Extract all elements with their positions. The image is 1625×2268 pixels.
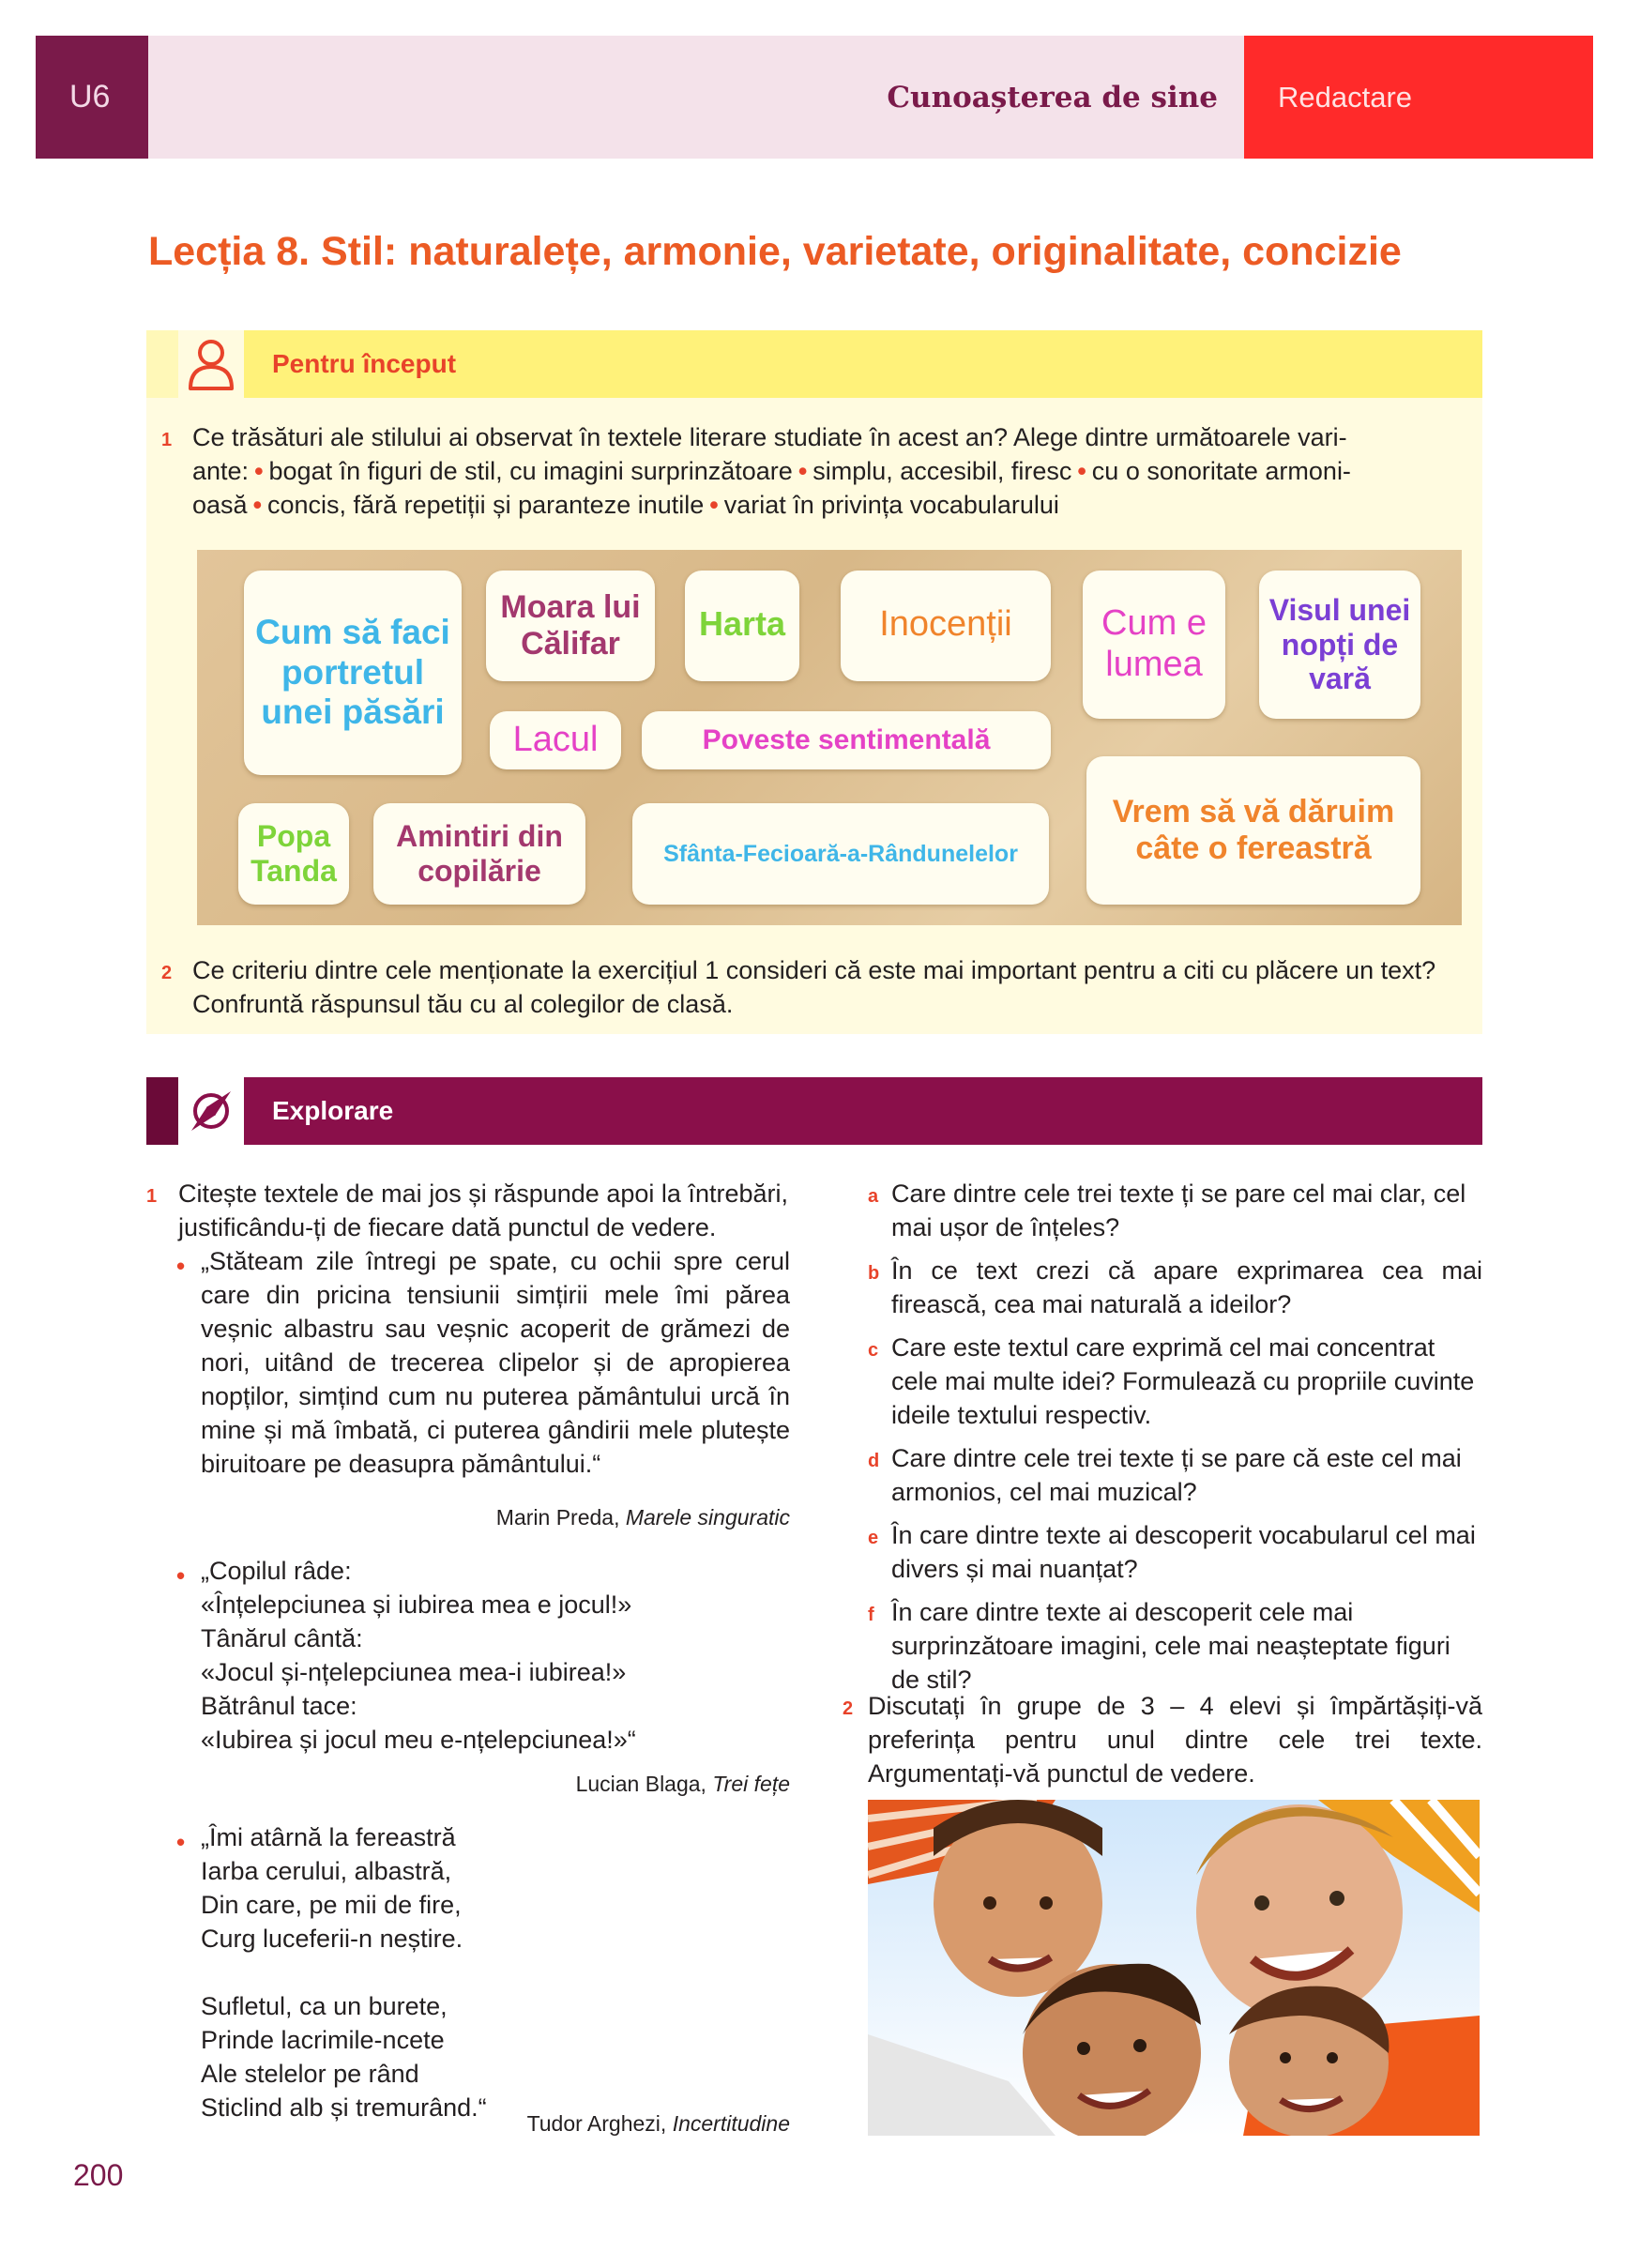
title-card [244,571,462,775]
bullet-dot: • [797,457,808,485]
title-card [1083,571,1225,719]
bullet-dot: • [254,457,264,485]
title-text: Sfânta-Fecioară-a-Rândunelelor [663,840,1018,867]
intro-label: Pentru început [272,349,457,378]
title-text: Cum să faci portretul unei păsări [255,613,450,732]
poem-line: Curg luceferii-n neștire. [201,1925,463,1953]
bullet-dot: • [176,1561,186,1590]
intro-header-stub [146,330,178,398]
poem-line: Din care, pe mii de fire, [201,1891,462,1919]
explore-exercise-1: Citește textele de mai jos și răspunde apoi la întrebări, justificându-ți de fiecare dată punctul de vedere. [178,1180,788,1241]
text-line: Ce trăsături ale stilului ai observat în textele literare studiate în acest an? Alege dintre următoarele vari- [192,423,1347,451]
question-text: Care dintre cele trei texte ți se pare că este cel mai armonios, cel mai muzical? [891,1444,1462,1506]
title-card [486,571,655,681]
intro-exercise-1 [192,420,1468,522]
title-card [1259,571,1420,719]
title-text: Popa Tanda [251,819,337,888]
question-text: În care dintre texte ai descoperit cele mai surprinzătoare imagini, cele mai neașteptate figuri de stil? [891,1598,1450,1694]
title-text: Harta [698,604,786,643]
section-label: Redactare [1278,80,1413,114]
explore-exercise-2: Discutați în grupe de 3 – 4 elevi și împărtășiți-vă preferința pentru unul dintre cele trei texte. Argumentați-vă punctul de vedere. [868,1692,1482,1788]
question-text: Care este textul care exprimă cel mai concentrat cele mai multe idei? Formulează cu propriile cuvinte ideile textului respectiv. [891,1333,1475,1429]
work-title: Marele singuratic [625,1505,790,1530]
poem-line: „Îmi atârnă la fereastră [201,1823,456,1851]
title-text: Cum e lumea [1101,603,1207,684]
explore-header-stub [146,1077,178,1145]
question-letter: c [868,1340,879,1361]
quote-source [201,1772,790,1797]
question-text: Care dintre cele trei texte ți se pare cel mai clar, cel mai ușor de înțeles? [891,1180,1466,1241]
title-card [685,571,799,681]
quote-text [201,1820,790,2124]
quote-source [201,2111,790,2137]
title-text: Visul unei nopți de vară [1268,592,1411,696]
option-text: bogat în figuri de stil, cu imagini surprinzătoare [268,457,793,485]
title-card [632,803,1049,905]
work-title: Incertitudine [672,2111,790,2136]
work-title: Trei fețe [712,1772,790,1796]
question-letter: e [868,1528,879,1548]
title-text: Vrem să vă dăruim câte o fereastră [1112,793,1395,866]
title-card [490,711,621,769]
text-line: Confruntă răspunsul tău cu al colegilor de clasă. [192,990,734,1018]
bullet-dot: • [1077,457,1086,485]
poem-line: Iarba cerului, albastră, [201,1857,452,1885]
chapter-title: Cunoașterea de sine [887,80,1218,114]
title-text: Inocenții [879,604,1012,644]
question-letter: f [868,1605,874,1625]
title-card [1086,756,1420,905]
header-band [148,36,1244,159]
poem-line: Bătrânul tace: [201,1692,357,1720]
question-text: În ce text crezi că apare exprimarea cea mai firească, cea mai naturală a ideilor? [891,1256,1482,1318]
exercise-number: 1 [161,430,173,450]
titles-board [197,550,1462,925]
author-name: Tudor Arghezi, [526,2111,673,2136]
poem-line: Tânărul cântă: [201,1624,363,1652]
option-text: simplu, accesibil, firesc [812,457,1072,485]
bullet-dot: • [252,491,263,519]
exercise-number: 2 [843,1698,854,1719]
quote-source [201,1505,790,1530]
question-letter: a [868,1186,879,1207]
title-card [841,571,1051,681]
unit-label: U6 [69,79,111,114]
author-name: Marin Preda, [495,1505,626,1530]
option-text: cu o sonoritate armoni- [1091,457,1351,485]
person-icon [178,330,244,398]
poem-line: «Înțelepciunea și iubirea mea e jocul!» [201,1591,632,1619]
quote-text: „Stăteam zile întregi pe spate, cu ochii spre cerul care din pricina tensiunii simțirii mele îmi părea veșnic albastru sau veșnic acoperit de grămezi de nori, uitând de trecerea clipelor și de apropierea nopților, simțind cum nu puterea pământului urcă în mine și mă îmbată, ci puterea gândirii mele plutește biruitoare pe deasupra pământului.“ [201,1247,790,1478]
poem-line: Sufletul, ca un burete, [201,1992,448,2020]
exercise-number: 1 [146,1186,158,1207]
text-fragment: ante: [192,457,250,485]
title-text: Moara lui Călifar [500,588,641,662]
poem-line: «Iubirea și jocul meu e-nțelepciunea!»“ [201,1726,636,1754]
section-tab [1244,36,1593,159]
quote-text [201,1554,790,1757]
poem-line: Ale stelelor pe rând [201,2060,419,2088]
poem-line: «Jocul și-nțelepciunea mea-i iubirea!» [201,1658,627,1686]
bullet-dot: • [709,491,719,519]
title-text: Poveste sentimentală [702,723,991,755]
children-photo [868,1800,1480,2136]
explore-label: Explorare [272,1096,394,1125]
compass-icon [178,1077,244,1145]
title-card [373,803,585,905]
title-card [238,803,349,905]
exercise-number: 2 [161,963,173,983]
lesson-title: Lecția 8. Stil: naturalețe, armonie, varietate, originalitate, concizie [148,229,1402,274]
text-line [192,488,1468,522]
text-line: Ce criteriu dintre cele menționate la exercițiul 1 consideri că este mai important pentru a citi cu plăcere un text? [192,956,1436,984]
option-text: oasă [192,491,248,519]
bullet-dot: • [176,1252,186,1280]
title-text: Lacul [512,720,599,760]
unit-badge [36,36,148,159]
option-text: variat în privința vocabularului [723,491,1059,519]
question-letter: d [868,1451,880,1471]
poem-line: Prinde lacrimile-ncete [201,2026,445,2054]
text-line [192,454,1468,488]
option-text: concis, fără repetiții și paranteze inutile [267,491,705,519]
page-number: 200 [73,2158,124,2192]
author-name: Lucian Blaga, [575,1772,713,1796]
poem-line [201,1956,790,1989]
poem-line: „Copilul râde: [201,1557,352,1585]
question-text: În care dintre texte ai descoperit vocabularul cel mai divers și mai nuanțat? [891,1521,1476,1583]
bullet-dot: • [176,1828,186,1856]
title-text: Amintiri din copilărie [396,819,563,888]
poem-line: Sticlind alb și tremurând.“ [201,2093,487,2122]
title-card [642,711,1051,769]
question-letter: b [868,1263,880,1284]
intro-exercise-2 [192,953,1478,1021]
